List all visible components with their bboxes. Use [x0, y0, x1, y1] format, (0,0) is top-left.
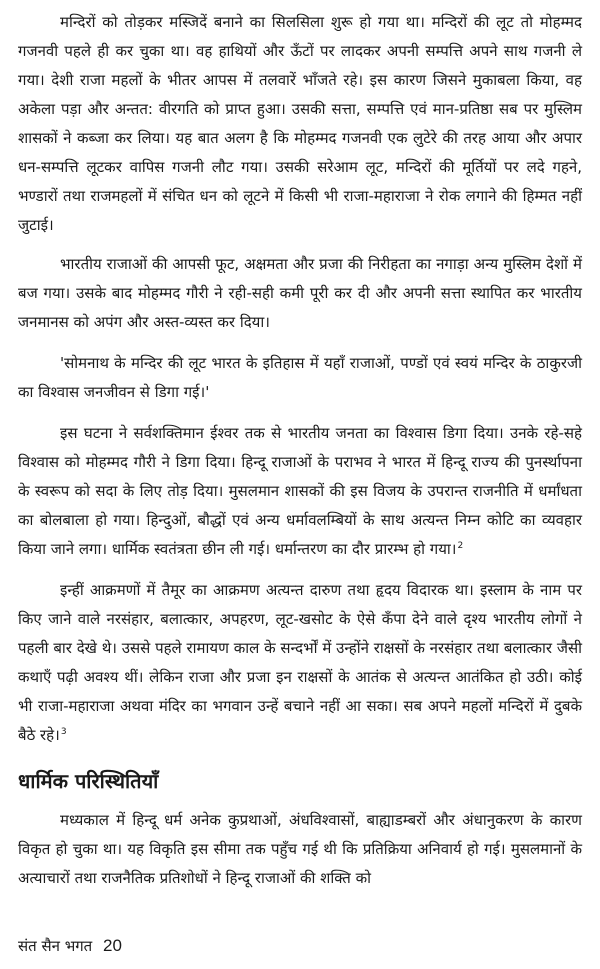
paragraph-4: इन्हीं आक्रमणों में तैमूर का आक्रमण अत्यन्त दारुण तथा हृदय विदारक था। इस्लाम के नाम पर किए जाने वाले नरसंहार, बलात्कार, अपहरण, लूट-खसोट के ऐसे कँपा देने वाले दृश्य भारतीय लोगों ने पहली बार देखे थे। उससे पहले रामायण काल के सन्दर्भों में उन्होंने राक्षसों के नरसंहार तथा बलात्कार जैसी कथाएँ पढ़ी अवश्य थीं। लेकिन राजा और प्रजा इन राक्षसों के आतंक से अत्यन्त आतंकित हो उठी। कोई भी राजा-महाराजा अथवा मंदिर का भगवान उन्हें बचाने नहीं आ सका। सब अपने महलों मन्दिरों में दुबके बैठे रहे।$^3$: [18, 581, 582, 744]
page-number: 20: [103, 936, 122, 955]
quote-paragraph: 'सोमनाथ के मन्दिर की लूट भारत के इतिहास में यहाँ राजाओं, पण्डों एवं स्वयं मन्दिर के ठाकुरजी का विश्वास जनजीवन से डिगा गई।': [18, 354, 582, 401]
paragraph-3: इस घटना ने सर्वशक्तिमान ईश्वर तक से भारतीय जनता का विश्वास डिगा दिया। उनके रहे-सहे विश्वास को मोहम्मद गौरी ने डिगा दिया। हिन्दू राजाओं के पराभव ने भारत में हिन्दू राज्य की पुनर्स्थापना के स्वरूप को सदा के लिए तोड़ दिया। मुसलमान शासकों की इस विजय के उपरान्त राजनीति में धर्मांधता का बोलबाला हो गया। हिन्दुओं, बौद्धों एवं अन्य धर्मावलम्बियों के साथ अत्यन्त निम्न कोटि का व्यवहार किया जाने लगा। धार्मिक स्वतंत्रता छीन ली गई। धर्मान्तरण का दौर प्रारम्भ हो गया।$^2$: [18, 424, 582, 558]
section-paragraph: मध्यकाल में हिन्दू धर्म अनेक कुप्रथाओं, अंधविश्वासों, बाह्याडम्बरों और अंधानुकरण के कारण विकृत हो चुका था। यह विकृति इस सीमा तक पहुँच गई थी कि प्रतिक्रिया अनिवार्य हो गई। मुसलमानों के अत्याचारों तथा राजनैतिक प्रतिशोधों ने हिन्दू राजाओं की शक्ति को: [18, 811, 582, 887]
page-footer: [18, 934, 122, 958]
paragraph-2: भारतीय राजाओं की आपसी फूट, अक्षमता और प्रजा की निरीहता का नगाड़ा अन्य मुस्लिम देशों में बज गया। उसके बाद मोहम्मद गौरी ने रही-सही कमी पूरी कर दी और अपनी सत्ता स्थापित कर भारतीय जनमानस को अपंग और अस्त-व्यस्त कर दिया।: [18, 255, 582, 331]
paragraph-1: मन्दिरों को तोड़कर मस्जिदें बनाने का सिलसिला शुरू हो गया था। मन्दिरों की लूट तो मोहम्मद गजनवी पहले ही कर चुका था। वह हाथियों और ऊँटों पर लादकर अपनी सम्पत्ति अपने साथ गजनी ले गया। देशी राजा महलों के भीतर आपस में तलवारें भाँजते रहे। इस कारण जिसने मुकाबला किया, वह अकेला पड़ा और अन्तत: वीरगति को प्राप्त हुआ। उसकी सत्ता, सम्पत्ति एवं मान-प्रतिष्ठा सब पर मुस्लिम शासकों ने कब्जा कर लिया। यह बात अलग है कि मोहम्मद गजनवी एक लुटेरे की तरह आया और अपार धन-सम्पत्ति लूटकर वापिस गजनी लौट गया। उसकी सरेआम लूट, मन्दिरों की मूर्तियों पर लदे गहने, भण्डारों तथा राजमहलों में संचित धन को लूटने में किसी भी राजा-महाराजा ने रोक लगाने की हिम्मत नहीं जुटाई।: [18, 13, 582, 234]
footnote-ref-3: 3: [60, 727, 67, 737]
book-title: संत सैन भगत: [18, 937, 93, 955]
section-heading: धार्मिक परिस्थितियाँ: [18, 769, 159, 793]
footnote-ref-2: 2: [457, 541, 464, 551]
